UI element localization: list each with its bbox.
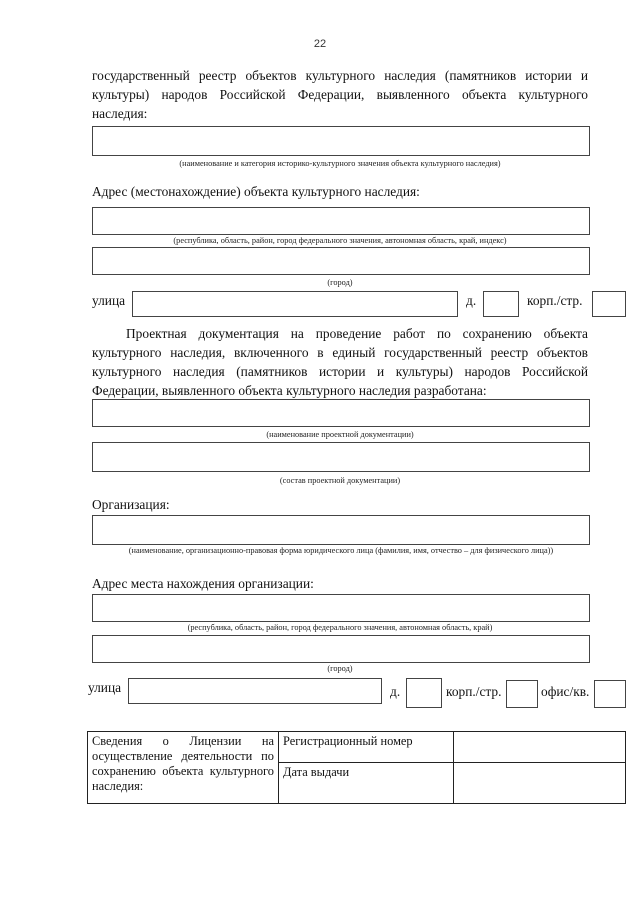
reg-number-label: Регистрационный номер [279, 732, 454, 763]
project-name-field[interactable] [92, 399, 590, 427]
region-field[interactable] [92, 207, 590, 235]
office-field[interactable] [594, 680, 626, 708]
address-label: Адрес (местонахождение) объекта культурного наследия: [92, 184, 420, 199]
org-city-field[interactable] [92, 635, 590, 663]
org-house-field[interactable] [406, 678, 442, 708]
caption-region: (республика, область, район, город федерального значения, автономная область, край, индекс) [173, 236, 507, 245]
caption-project-composition: (состав проектной документации) [279, 476, 401, 485]
project-composition-field[interactable] [92, 442, 590, 472]
project-text: Проектная документация на проведение работ по сохранению объекта культурного наследия, включенного в единый государственный реестр объектов культурного наследия (памятников истории и культуры) народов Российской Федерации, выявленного объекта культурного наследия разработана: [92, 326, 588, 398]
building-field[interactable] [592, 291, 626, 317]
organization-field[interactable] [92, 515, 590, 545]
office-label: офис/кв. [541, 684, 590, 699]
street-field[interactable] [132, 291, 458, 317]
object-name-field[interactable] [92, 126, 590, 156]
org-building-label: корп./стр. [446, 684, 502, 699]
intro-text: государственный реестр объектов культурного наследия (памятников истории и культуры) народов Российской Федерации, выявленного объекта культурного наследия: [92, 68, 588, 121]
house-field[interactable] [483, 291, 519, 317]
caption-project-name: (наименование проектной документации) [266, 430, 414, 439]
city-field[interactable] [92, 247, 590, 275]
issue-date-label: Дата выдачи [279, 763, 454, 804]
caption-object-name: (наименование и категория историко-культурного значения объекта культурного наследия) [179, 159, 501, 168]
license-table [87, 731, 626, 804]
org-house-label: д. [390, 684, 401, 699]
org-street-label: улица [88, 680, 122, 695]
org-address-label: Адрес места нахождения организации: [92, 576, 314, 591]
house-label: д. [466, 293, 477, 308]
organization-label: Организация: [92, 497, 170, 512]
street-label: улица [92, 293, 126, 308]
org-region-field[interactable] [92, 594, 590, 622]
caption-org-city: (город) [327, 664, 353, 673]
caption-org-region: (республика, область, район, город федерального значения, автономная область, край) [187, 623, 493, 632]
caption-organization: (наименование, организационно-правовая форма юридического лица (фамилия, имя, отчество – для физического лица)) [128, 546, 554, 555]
license-title: Сведения о Лицензии на осуществление деятельности по сохранению объекта культурного наследия: [92, 734, 274, 793]
caption-city: (город) [327, 278, 353, 287]
building-label: корп./стр. [527, 293, 583, 308]
org-building-field[interactable] [506, 680, 538, 708]
org-street-field[interactable] [128, 678, 382, 704]
license-title-cell [88, 732, 279, 804]
reg-number-value[interactable] [454, 732, 626, 763]
issue-date-value[interactable] [454, 763, 626, 804]
page-number: 22 [313, 38, 327, 50]
